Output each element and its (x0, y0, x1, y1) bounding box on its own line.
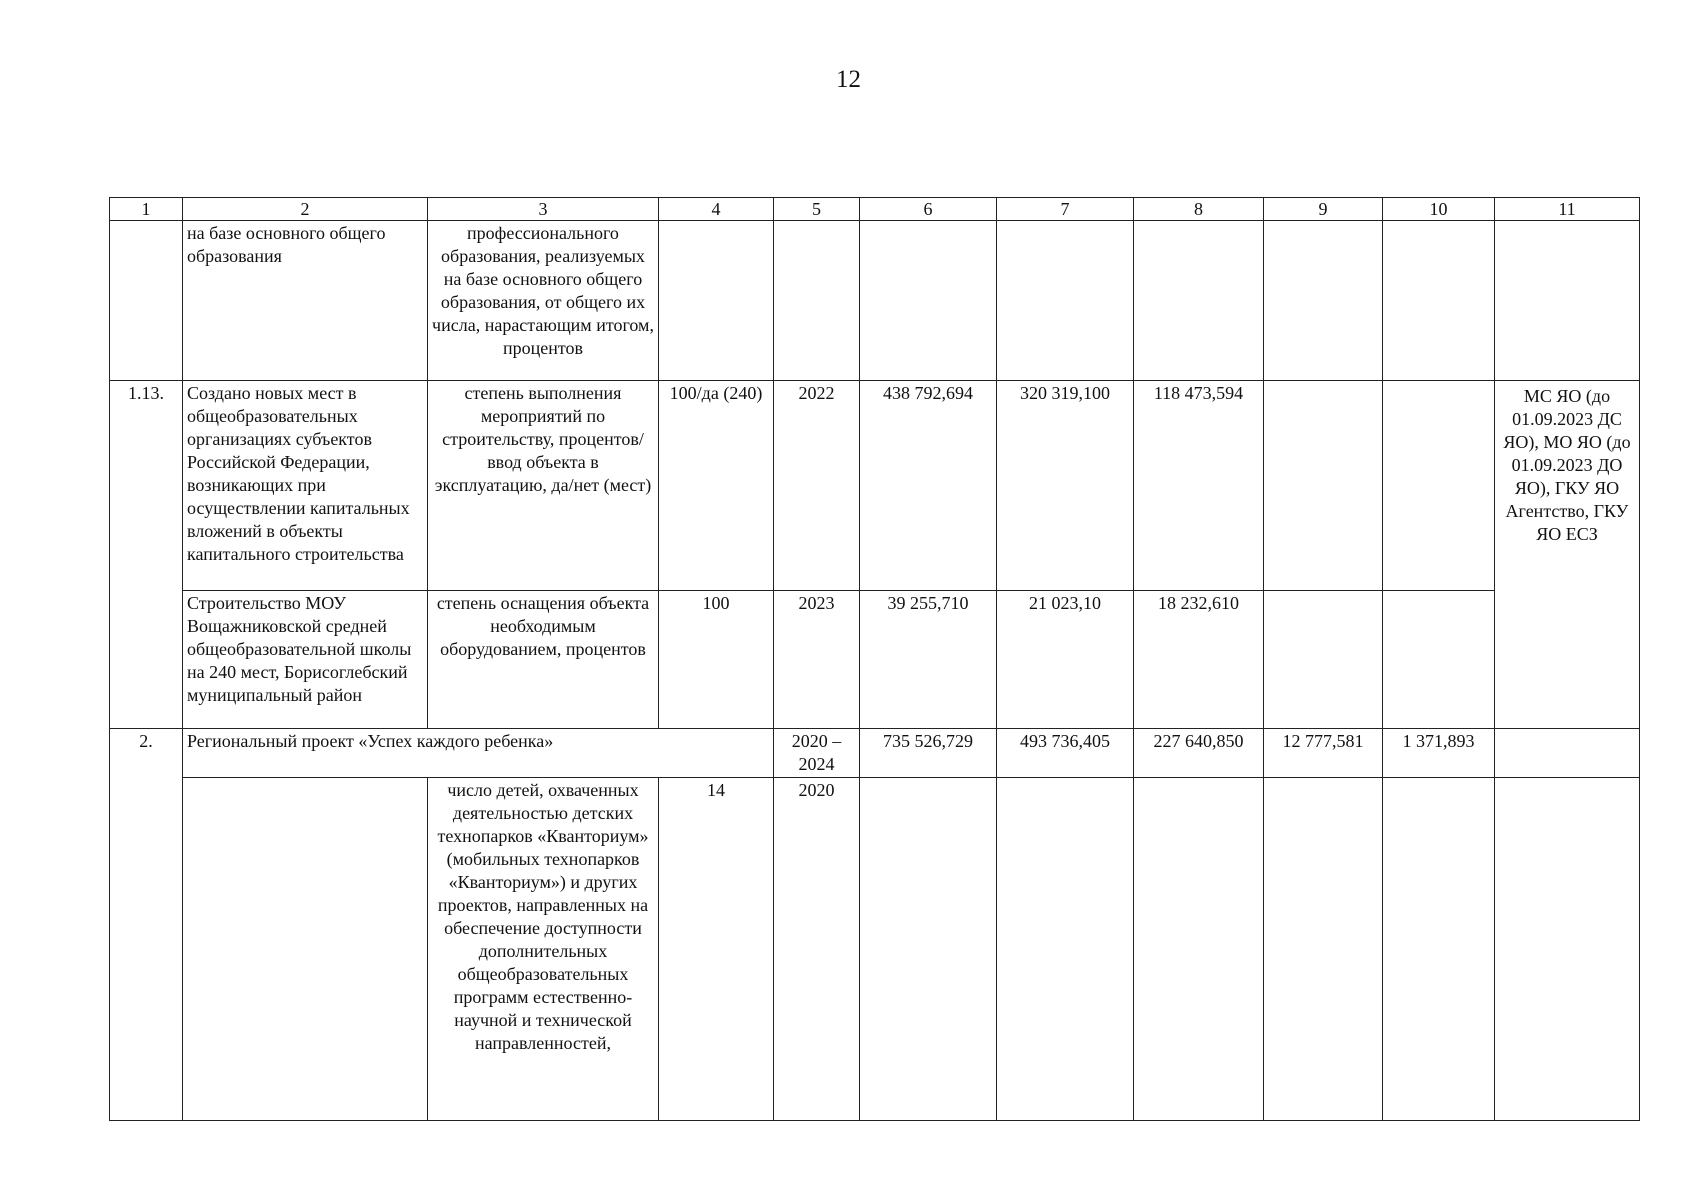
cell-federal: 493 736,405 (997, 729, 1134, 778)
table-row-construction (110, 591, 1640, 729)
cell-target-value: 100/да (240) (659, 381, 774, 591)
cell-other: 1 371,893 (1383, 729, 1495, 778)
program-table (109, 197, 1640, 1121)
cell-event: Создано новых мест в общеобразовательных организациях субъектов Российской Федерации, возникающих при осуществлении капитальных вложений в объекты капитального строительства (183, 381, 428, 591)
cell (1383, 381, 1495, 591)
cell-num: 2. (110, 729, 183, 1121)
cell (1264, 778, 1383, 1121)
col-header: 2 (183, 198, 428, 221)
cell-event: Строительство МОУ Вощажниковской средней общеобразовательной школы на 240 мест, Борисоглебский муниципальный район (183, 591, 428, 729)
cell-responsible: МС ЯО (до 01.09.2023 ДС ЯО), МО ЯО (до 01.09.2023 ДО ЯО), ГКУ ЯО Агентство, ГКУ ЯО ЕСЗ (1495, 381, 1640, 729)
cell (1134, 778, 1264, 1121)
col-header: 4 (659, 198, 774, 221)
col-header: 3 (428, 198, 659, 221)
cell-total: 438 792,694 (860, 381, 997, 591)
cell (1383, 221, 1495, 381)
cell (860, 221, 997, 381)
col-header: 7 (997, 198, 1134, 221)
table-row-1-13 (110, 381, 1640, 591)
cell (1134, 221, 1264, 381)
cell (1264, 381, 1383, 591)
cell (659, 221, 774, 381)
cell-year: 2022 (774, 381, 860, 591)
cell (997, 221, 1134, 381)
col-header: 8 (1134, 198, 1264, 221)
cell (1264, 221, 1383, 381)
cell-target-value: 100 (659, 591, 774, 729)
header-row (110, 198, 1640, 221)
cell-regional: 227 640,850 (1134, 729, 1264, 778)
table-row-2-indicator (110, 778, 1640, 1121)
col-header: 6 (860, 198, 997, 221)
cell (1495, 778, 1640, 1121)
col-header: 9 (1264, 198, 1383, 221)
cell-indicator: профессионального образования, реализуемых на базе основного общего образования, от общего их числа, нарастающим итогом, процентов (428, 221, 659, 381)
col-header: 11 (1495, 198, 1640, 221)
cell (1383, 591, 1495, 729)
cell-project-title: Региональный проект «Успех каждого ребенка» (183, 729, 774, 778)
col-header: 1 (110, 198, 183, 221)
cell-indicator: степень оснащения объекта необходимым оборудованием, процентов (428, 591, 659, 729)
cell-total: 735 526,729 (860, 729, 997, 778)
col-header: 10 (1383, 198, 1495, 221)
cell-regional: 118 473,594 (1134, 381, 1264, 591)
cell-indicator: число детей, охваченных деятельностью детских технопарков «Кванториум» (мобильных технопарков «Кванториум») и других проектов, направленных на обеспечение доступности дополнительных общеобразовательных программ естественно-научной и технической направленностей, (428, 778, 659, 1121)
table-row-2 (110, 729, 1640, 778)
cell-year: 2020 (774, 778, 860, 1121)
cell-regional: 18 232,610 (1134, 591, 1264, 729)
cell-federal: 21 023,10 (997, 591, 1134, 729)
page-number: 12 (836, 66, 861, 93)
cell-local: 12 777,581 (1264, 729, 1383, 778)
cell-event (183, 778, 428, 1121)
cell-federal: 320 319,100 (997, 381, 1134, 591)
table-row-continuation (110, 221, 1640, 381)
cell-total: 39 255,710 (860, 591, 997, 729)
cell (1264, 591, 1383, 729)
cell (1495, 221, 1640, 381)
cell-indicator: степень выполнения мероприятий по строительству, процентов/ ввод объекта в эксплуатацию, да/нет (мест) (428, 381, 659, 591)
cell-year: 2023 (774, 591, 860, 729)
cell-event: на базе основного общего образования (183, 221, 428, 381)
cell-target-value: 14 (659, 778, 774, 1121)
col-header: 5 (774, 198, 860, 221)
cell (860, 778, 997, 1121)
cell (1495, 729, 1640, 778)
cell-period: 2020 – 2024 (774, 729, 860, 778)
cell-num: 1.13. (110, 381, 183, 729)
cell (1383, 778, 1495, 1121)
cell (997, 778, 1134, 1121)
cell (774, 221, 860, 381)
cell-num (110, 221, 183, 381)
